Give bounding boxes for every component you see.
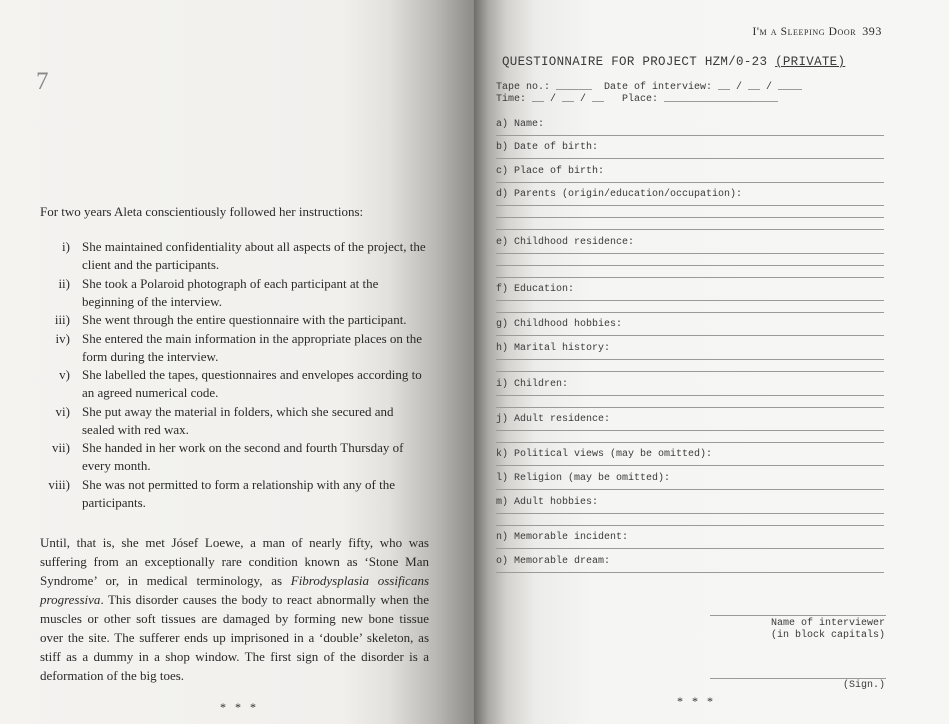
answer-line	[496, 548, 884, 549]
answer-line	[496, 253, 884, 254]
answer-line	[496, 158, 884, 159]
answer-line	[496, 572, 884, 573]
answer-line	[496, 300, 884, 301]
answer-line	[496, 489, 884, 490]
field-label: d) Parents (origin/education/occupation):	[496, 189, 743, 200]
instruction-number: iv)	[55, 330, 70, 346]
answer-line	[496, 217, 884, 218]
answer-line	[496, 513, 884, 514]
left-page	[0, 0, 474, 724]
instruction-item	[40, 330, 429, 366]
answer-line	[496, 265, 884, 266]
form-title	[502, 55, 845, 69]
instruction-item	[40, 275, 429, 311]
page-number: 393	[862, 24, 882, 38]
section-separator: * * *	[677, 694, 716, 708]
field-label: l) Religion (may be omitted):	[496, 473, 671, 484]
instruction-number: iii)	[54, 312, 70, 327]
answer-line	[496, 465, 884, 466]
instruction-list	[40, 238, 429, 512]
answer-line	[496, 182, 884, 183]
time-place-line: Time: __ / __ / __ Place: ___________________	[496, 94, 779, 105]
answer-line	[496, 312, 884, 313]
field-label: b) Date of birth:	[496, 142, 599, 153]
answer-line	[496, 229, 884, 230]
paragraph-text-end: . This disorder causes the body to react abnormally when the muscles or other soft tissues are damaged by forming new bone tissue over the site. The sufferer ends up imprisoned in a ‘double’ skeleton, as stiff as a dummy in a shop window. The first sign of the disorder is a deformation of the big toes.	[40, 592, 429, 683]
field-label: m) Adult hobbies:	[496, 497, 599, 508]
field-label: f) Education:	[496, 284, 575, 295]
instruction-text: She handed in her work on the second and fourth Thursday of every month.	[82, 440, 404, 473]
answer-line	[496, 277, 884, 278]
answer-line	[496, 335, 884, 336]
answer-line	[496, 430, 884, 431]
field-label: j) Adult residence:	[496, 414, 611, 425]
answer-line	[496, 442, 884, 443]
tape-date-line: Tape no.: ______ Date of interview: __ / __ / ____	[496, 82, 803, 93]
body-paragraph	[40, 533, 429, 685]
running-head	[752, 24, 882, 39]
section-separator: * * *	[220, 700, 259, 714]
medical-term: Fibrodysplasia ossificans progressiva	[40, 573, 429, 607]
instruction-item	[40, 238, 429, 274]
instruction-item	[40, 403, 429, 439]
instruction-item	[40, 439, 429, 475]
instruction-number: vi)	[55, 403, 70, 419]
signature-line	[710, 678, 886, 679]
instruction-text: She labelled the tapes, questionnaires and envelopes according to an agreed numerical code.	[82, 367, 422, 400]
instruction-text: She maintained confidentiality about all aspects of the project, the client and the participants.	[82, 239, 426, 272]
field-label: a) Name:	[496, 119, 545, 130]
field-label: o) Memorable dream:	[496, 556, 611, 567]
answer-line	[496, 395, 884, 396]
interviewer-name-line	[710, 615, 886, 616]
answer-line	[496, 135, 884, 136]
field-label: g) Childhood hobbies:	[496, 319, 623, 330]
answer-line	[496, 371, 884, 372]
running-head-title: I'm a Sleeping Door	[752, 26, 857, 38]
paragraph-text-start: Until, that is, she met Jósef Loewe, a man of nearly fifty, who was suffering from an exceptionally rare condition known as ‘Stone Man Syndrome’ or, in medical terminology, as	[40, 535, 429, 588]
field-label: c) Place of birth:	[496, 166, 605, 177]
instruction-text: She took a Polaroid photograph of each participant at the beginning of the interview.	[82, 275, 379, 309]
instruction-item	[40, 311, 429, 329]
private-label: (PRIVATE)	[775, 55, 846, 69]
field-label: e) Childhood residence:	[496, 237, 635, 248]
instruction-number: vii)	[51, 440, 70, 455]
instruction-text: She was not permitted to form a relationship with any of the participants.	[82, 476, 396, 510]
field-label: h) Marital history:	[496, 343, 611, 354]
field-label: i) Children:	[496, 379, 569, 390]
instruction-number: viii)	[48, 476, 70, 492]
instruction-text: She entered the main information in the appropriate places on the form during the interview.	[82, 330, 423, 364]
form-title-text: QUESTIONNAIRE FOR PROJECT HZM/0-23	[502, 55, 768, 69]
interviewer-label-line-2: (in block capitals)	[770, 630, 885, 641]
chapter-number: 7	[36, 68, 49, 95]
intro-sentence: For two years Aleta conscientiously followed her instructions:	[40, 204, 364, 219]
instruction-text: She put away the material in folders, which she secured and sealed with red wax.	[82, 403, 394, 437]
instruction-item	[40, 476, 429, 512]
interviewer-label	[771, 618, 885, 642]
signature-label: (Sign.)	[842, 680, 885, 691]
answer-line	[496, 359, 884, 360]
field-label: k) Political views (may be omitted):	[496, 449, 713, 460]
right-page	[474, 0, 949, 724]
interviewer-label-line-1: Name of interviewer	[770, 618, 885, 629]
instruction-text: She went through the entire questionnaire with the participant.	[82, 312, 407, 327]
instruction-item	[40, 366, 429, 402]
instruction-number: v)	[59, 367, 70, 382]
answer-line	[496, 407, 884, 408]
answer-line	[496, 205, 884, 206]
field-label: n) Memorable incident:	[496, 532, 629, 543]
instruction-number: i)	[62, 239, 70, 254]
answer-line	[496, 525, 884, 526]
instruction-number: ii)	[58, 275, 70, 291]
